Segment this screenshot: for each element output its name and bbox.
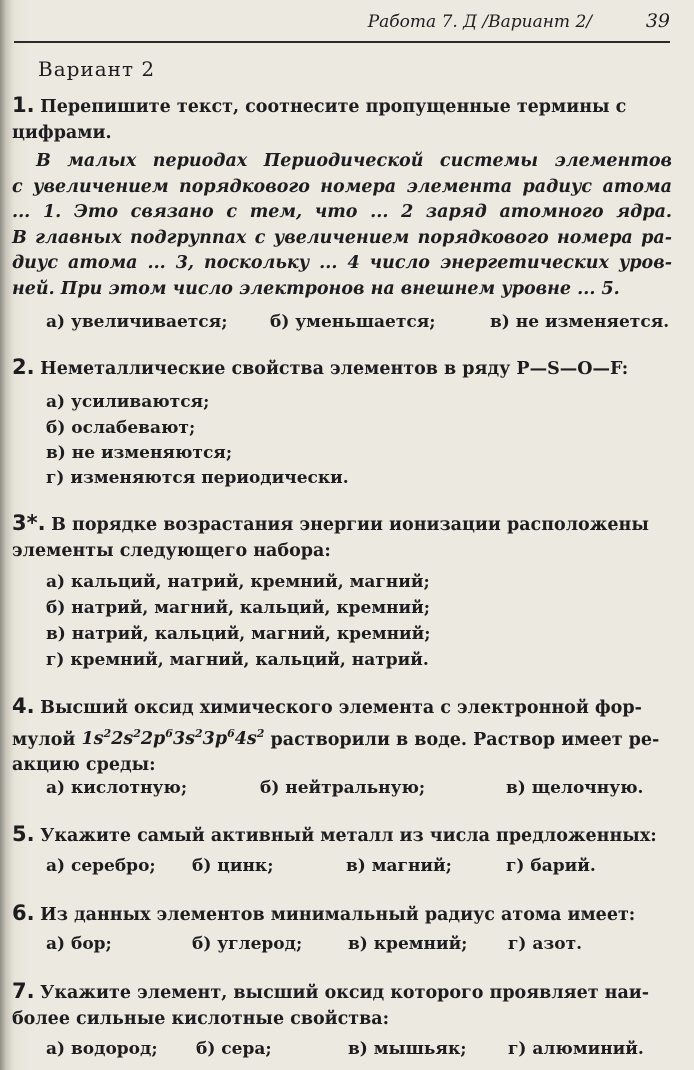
- passage-line: диус атома ... 3, поскольку ... 4 число энергетических уров-: [12, 253, 672, 273]
- question-5-number: 5.: [12, 822, 35, 846]
- question-6-number: 6.: [12, 901, 35, 925]
- option: а) бор;: [46, 934, 112, 954]
- option: в) натрий, кальций, магний, кремний;: [46, 624, 431, 644]
- option: в) не изменяются;: [46, 443, 233, 463]
- question-1-number: 1.: [12, 93, 35, 117]
- electron-formula: $1s^22s^22p^63s^23p^64s^2$: [81, 727, 265, 750]
- option: в) магний;: [346, 856, 452, 876]
- question-4-text-line1: Высший оксид химического элемента с электронной фор-: [40, 698, 642, 718]
- question-7-text-line2: более сильные кислотные свойства:: [12, 1008, 390, 1029]
- option: г) азот.: [508, 934, 583, 954]
- question-4-number: 4.: [12, 694, 35, 718]
- question-7-options: [46, 1039, 666, 1065]
- option: б) натрий, магний, кальций, кремний;: [46, 598, 431, 618]
- question-3-number: 3*.: [12, 511, 46, 535]
- option: а) водород;: [46, 1039, 158, 1059]
- question-3-text-line2: элементы следующего набора:: [12, 540, 331, 561]
- question-3-text-line1: В порядке возрастания энергии ионизации расположены: [51, 515, 649, 535]
- option: г) барий.: [506, 856, 596, 876]
- option: б) сера;: [196, 1039, 272, 1059]
- passage-line: ней. При этом число электронов на внешнем уровне ... 5.: [12, 278, 620, 299]
- question-7-text-line1: Укажите элемент, высший оксид которого проявляет наи-: [40, 983, 650, 1003]
- option: а) усиливаются;: [46, 392, 210, 412]
- option: а) увеличивается;: [46, 312, 228, 332]
- header-rule: [14, 41, 670, 43]
- option: б) нейтральную;: [260, 778, 426, 798]
- passage-line: ... 1. Это связано с тем, что ... 2 заряд атомного ядра.: [12, 202, 672, 222]
- passage-line: с увеличением порядкового номера элемента радиус атома: [12, 176, 672, 197]
- option: а) кальций, натрий, кремний, магний;: [46, 572, 430, 592]
- question-1-text-line1: Перепишите текст, соотнесите пропущенные термины с: [40, 97, 627, 117]
- passage-line: В главных подгруппах с увеличением порядкового номера ра-: [12, 227, 672, 248]
- option: б) углерод;: [192, 934, 303, 954]
- option: г) кремний, магний, кальций, натрий.: [46, 650, 429, 670]
- page-number: 39: [645, 10, 670, 32]
- question-6-text: Из данных элементов минимальный радиус атома имеет:: [40, 905, 636, 925]
- header-title: Работа 7. Д /Вариант 2/: [367, 12, 592, 32]
- question-5-text: Укажите самый активный металл из числа предложенных:: [40, 826, 657, 846]
- question-7: [12, 979, 672, 1032]
- option: в) мышьяк;: [348, 1039, 467, 1059]
- question-6: [12, 901, 672, 929]
- question-5-options: [46, 856, 666, 882]
- formula-prefix: мулой: [12, 729, 76, 750]
- option: г) изменяются периодически.: [46, 468, 349, 488]
- question-4-options: [46, 778, 666, 804]
- question-3: [12, 511, 672, 564]
- option: г) алюминий.: [508, 1039, 644, 1059]
- passage-line: В малых периодах Периодической системы элементов: [36, 151, 672, 171]
- option: в) щелочную.: [506, 778, 644, 798]
- option: б) цинк;: [192, 856, 274, 876]
- option: б) уменьшается;: [270, 312, 436, 332]
- question-1-text-line2: цифрами.: [12, 122, 112, 143]
- question-4-text-line3: акцию среды:: [12, 754, 156, 775]
- question-2: [12, 355, 672, 383]
- question-1-options: [46, 312, 670, 338]
- question-4-text-line2: [12, 722, 672, 753]
- question-6-options: [46, 934, 666, 960]
- question-2-number: 2.: [12, 355, 35, 379]
- option: в) кремний;: [348, 934, 468, 954]
- question-1-passage: [12, 149, 672, 302]
- question-7-number: 7.: [12, 979, 35, 1003]
- question-4: [12, 694, 672, 778]
- page-header: [0, 8, 670, 40]
- option: а) серебро;: [46, 856, 156, 876]
- variant-title: Вариант 2: [38, 57, 156, 81]
- option: б) ослабевают;: [46, 418, 196, 438]
- formula-suffix: растворили в воде. Раствор имеет ре-: [270, 729, 660, 750]
- question-1: [12, 93, 672, 146]
- option: в) не изменяется.: [490, 312, 670, 332]
- question-5: [12, 822, 672, 850]
- question-2-text: Неметаллические свойства элементов в ряду P—S—O—F:: [40, 359, 629, 379]
- option: а) кислотную;: [46, 778, 188, 798]
